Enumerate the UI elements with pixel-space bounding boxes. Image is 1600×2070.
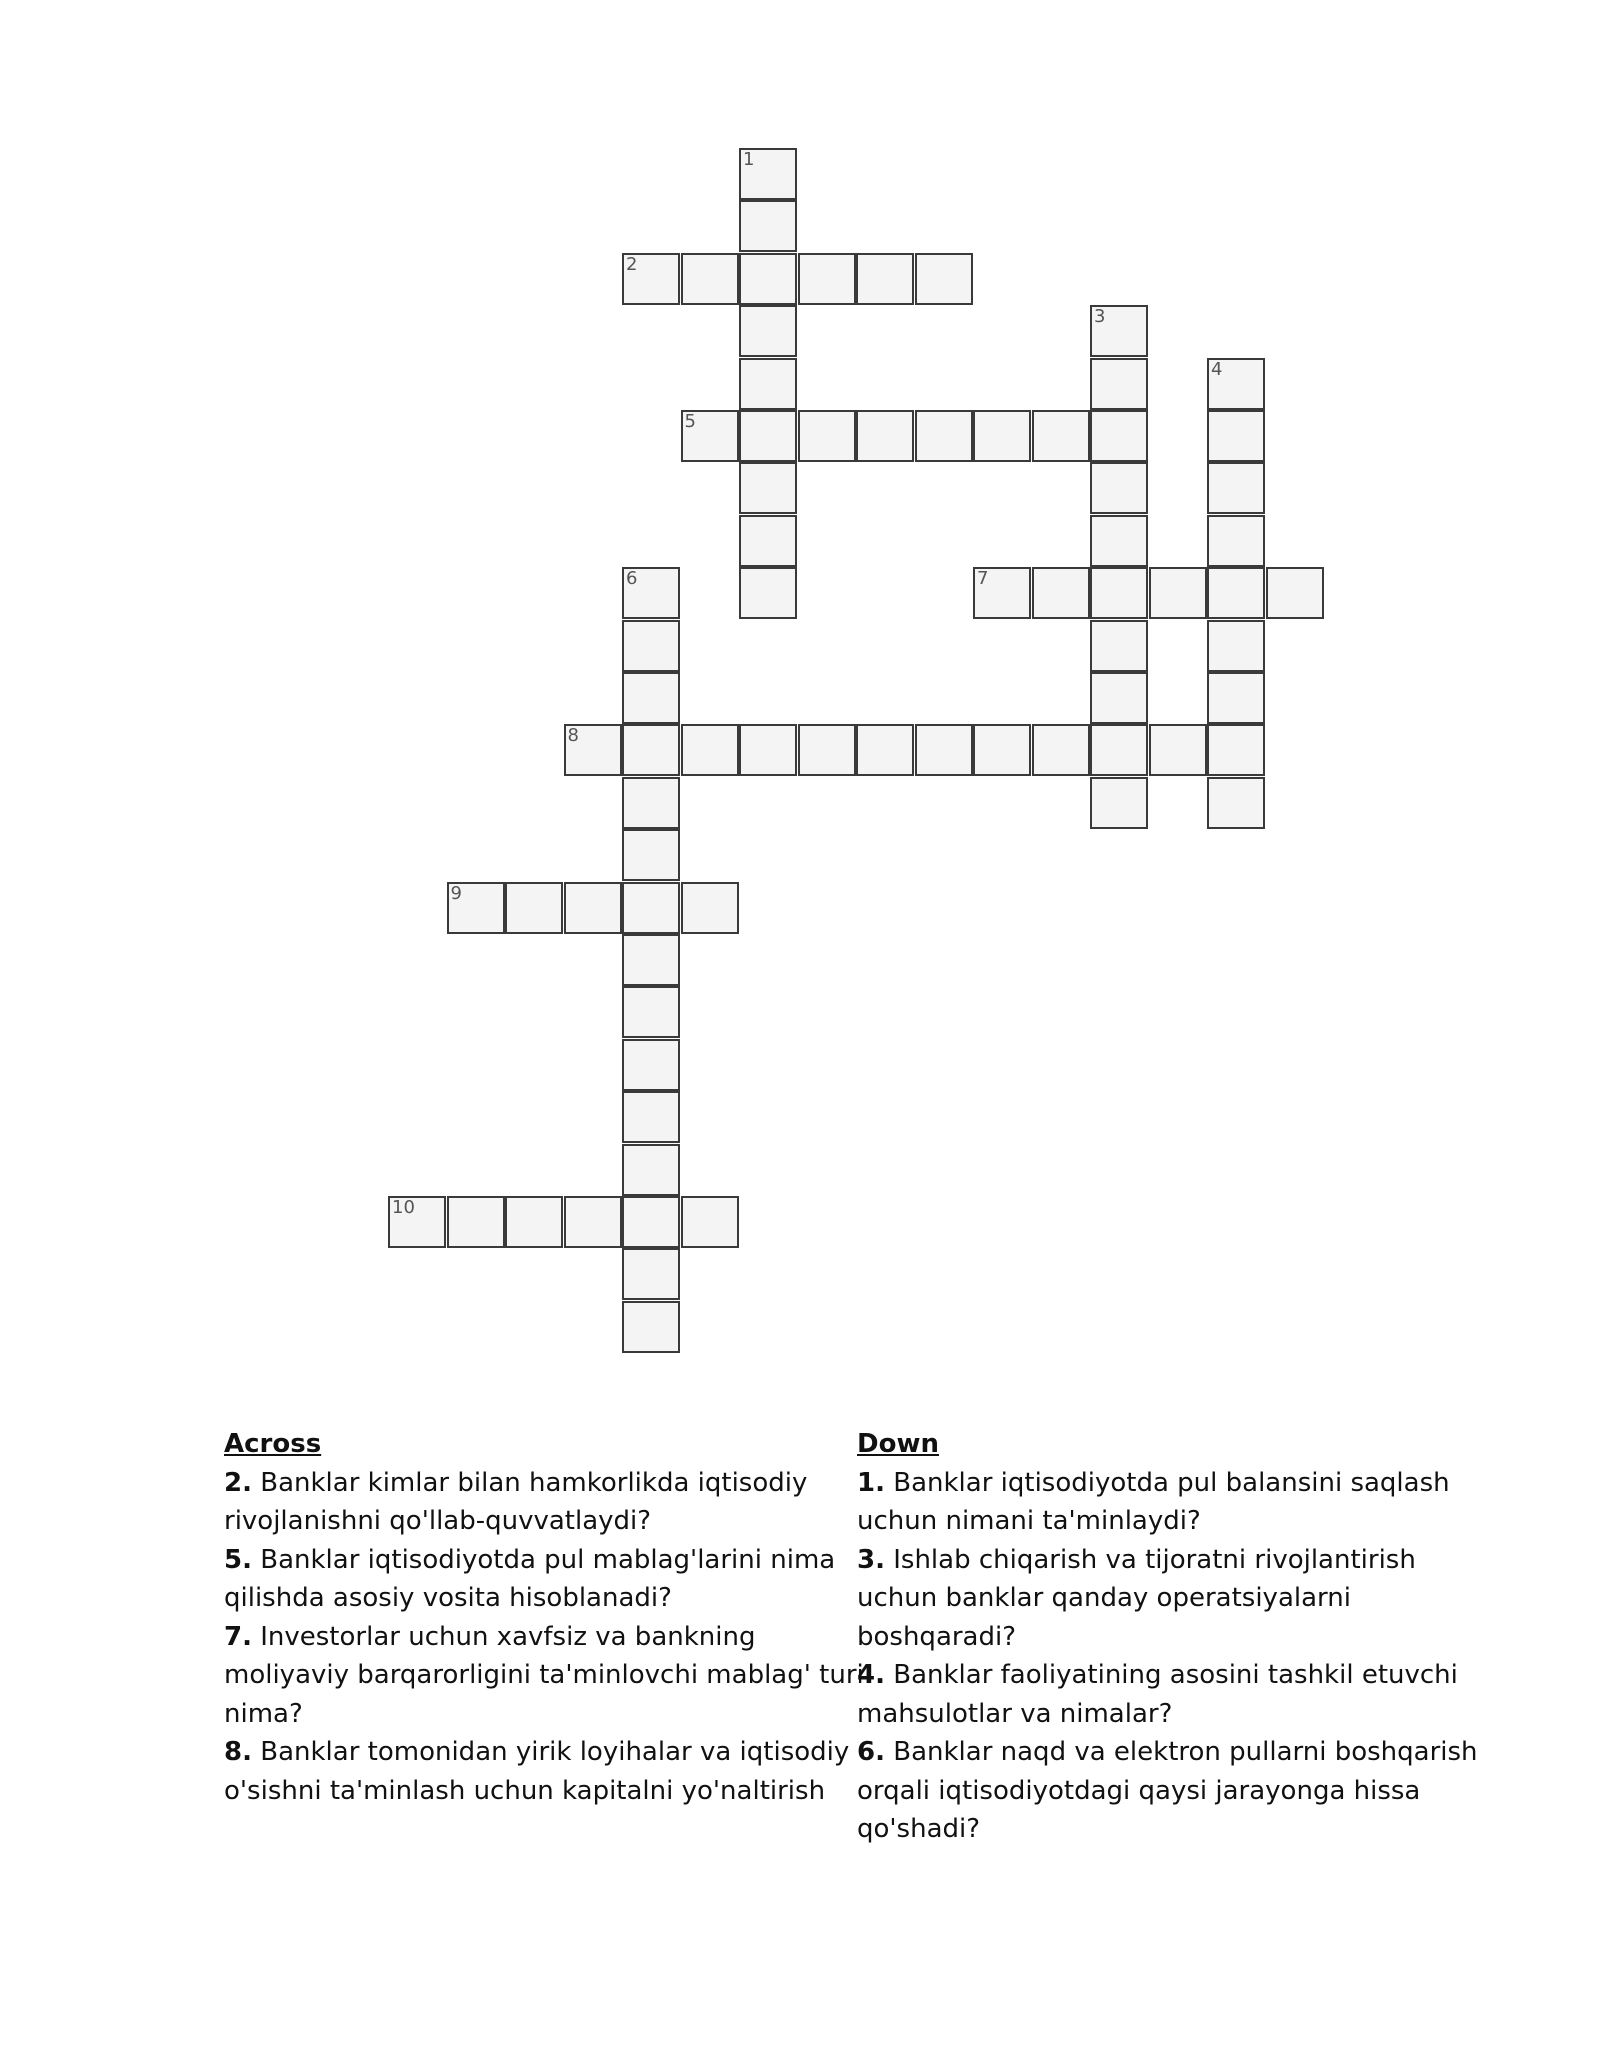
cell-number: 5 [684, 411, 696, 432]
clue-number: 7. [224, 1621, 252, 1652]
grid-cell[interactable] [1207, 358, 1265, 410]
grid-cell[interactable] [622, 620, 680, 672]
grid-cell[interactable] [1207, 515, 1265, 567]
clue-text: Banklar naqd va elektron pullarni boshqarish orqali iqtisodiyotdagi qaysi jarayonga hissa qo'shadi? [857, 1737, 1478, 1844]
down-clues [857, 1425, 1497, 1849]
grid-cell[interactable] [622, 1039, 680, 1091]
grid-cell[interactable] [1032, 724, 1090, 776]
grid-cell[interactable] [622, 1248, 680, 1300]
grid-cell[interactable] [739, 358, 797, 410]
grid-cell[interactable] [1090, 620, 1148, 672]
grid-cell[interactable] [1090, 410, 1148, 462]
down-heading: Down [857, 1429, 939, 1459]
grid-cell[interactable] [388, 1196, 446, 1248]
across-clues [224, 1425, 864, 1810]
grid-cell[interactable] [1207, 620, 1265, 672]
grid-cell[interactable] [622, 882, 680, 934]
grid-cell[interactable] [915, 410, 973, 462]
grid-cell[interactable] [681, 410, 739, 462]
grid-cell[interactable] [856, 410, 914, 462]
grid-cell[interactable] [447, 1196, 505, 1248]
clue-number: 3. [857, 1544, 885, 1575]
clue-down-6 [857, 1733, 1497, 1849]
grid-cell[interactable] [798, 253, 856, 305]
grid-cell[interactable] [564, 882, 622, 934]
grid-cell[interactable] [1207, 724, 1265, 776]
grid-cell[interactable] [856, 724, 914, 776]
cell-number: 9 [450, 882, 462, 904]
grid-cell[interactable] [798, 724, 856, 776]
clue-text: Banklar kimlar bilan hamkorlikda iqtisodiy rivojlanishni qo'llab-quvvatlaydi? [224, 1467, 808, 1536]
grid-cell[interactable] [1090, 515, 1148, 567]
grid-cell[interactable] [1090, 462, 1148, 514]
clue-down-3 [857, 1541, 1497, 1657]
grid-cell[interactable] [1266, 567, 1324, 619]
grid-cell[interactable] [739, 200, 797, 252]
clue-across-2 [224, 1464, 864, 1541]
across-heading: Across [224, 1429, 322, 1459]
grid-cell[interactable] [622, 1301, 680, 1353]
grid-cell[interactable] [915, 253, 973, 305]
grid-cell[interactable] [1149, 567, 1207, 619]
grid-cell[interactable] [739, 305, 797, 357]
grid-cell[interactable] [1090, 358, 1148, 410]
clue-number: 6. [857, 1737, 885, 1767]
clue-number: 4. [857, 1660, 885, 1690]
grid-cell[interactable] [622, 1144, 680, 1196]
cell-number: 3 [1094, 306, 1106, 328]
grid-cell[interactable] [1149, 724, 1207, 776]
grid-cell[interactable] [447, 882, 505, 934]
clue-number: 1. [857, 1467, 885, 1498]
clue-number: 8. [224, 1737, 252, 1767]
grid-cell[interactable] [915, 724, 973, 776]
grid-cell[interactable] [739, 462, 797, 514]
across-clue-list [224, 1464, 864, 1811]
grid-cell[interactable] [622, 1091, 680, 1143]
grid-cell[interactable] [739, 148, 797, 200]
clue-number: 5. [224, 1544, 252, 1575]
clue-across-8 [224, 1733, 864, 1810]
grid-cell[interactable] [622, 253, 680, 305]
grid-cell[interactable] [1207, 567, 1265, 619]
cell-number: 8 [567, 725, 579, 747]
grid-cell[interactable] [739, 410, 797, 462]
grid-cell[interactable] [739, 515, 797, 567]
grid-cell[interactable] [739, 724, 797, 776]
clue-down-4 [857, 1656, 1497, 1733]
grid-cell[interactable] [856, 253, 914, 305]
clue-text: Investorlar uchun xavfsiz va bankning moliyaviy barqarorligini ta'minlovchi mablag' turi nima? [224, 1621, 864, 1729]
clue-across-5 [224, 1541, 864, 1618]
grid-cell[interactable] [681, 882, 739, 934]
grid-cell[interactable] [622, 724, 680, 776]
grid-cell[interactable] [622, 567, 680, 619]
cell-number: 6 [626, 568, 638, 590]
grid-cell[interactable] [973, 567, 1031, 619]
grid-cell[interactable] [1207, 410, 1265, 462]
grid-cell[interactable] [505, 1196, 563, 1248]
grid-cell[interactable] [564, 1196, 622, 1248]
clue-text: Banklar tomonidan yirik loyihalar va iqtisodiy o'sishni ta'minlash uchun kapitalni yo'naltirish [224, 1737, 850, 1806]
clue-number: 2. [224, 1467, 252, 1498]
cell-number: 2 [626, 253, 638, 275]
grid-cell[interactable] [739, 253, 797, 305]
grid-cell[interactable] [973, 410, 1031, 462]
cell-number: 1 [743, 149, 755, 170]
grid-cell[interactable] [622, 986, 680, 1038]
grid-cell[interactable] [681, 1196, 739, 1248]
grid-cell[interactable] [1207, 462, 1265, 514]
grid-cell[interactable] [739, 567, 797, 619]
grid-cell[interactable] [798, 410, 856, 462]
grid-cell[interactable] [1207, 777, 1265, 829]
grid-cell[interactable] [681, 253, 739, 305]
grid-cell[interactable] [1207, 672, 1265, 724]
grid-cell[interactable] [1090, 567, 1148, 619]
grid-cell[interactable] [622, 777, 680, 829]
grid-cell[interactable] [1090, 777, 1148, 829]
clue-text: Banklar faoliyatining asosini tashkil etuvchi mahsulotlar va nimalar? [857, 1660, 1458, 1729]
grid-cell[interactable] [1032, 567, 1090, 619]
grid-cell[interactable] [1032, 410, 1090, 462]
grid-cell[interactable] [622, 672, 680, 724]
grid-cell[interactable] [622, 829, 680, 881]
clue-down-1 [857, 1464, 1497, 1541]
grid-cell[interactable] [1090, 724, 1148, 776]
cell-number: 10 [392, 1197, 415, 1218]
cell-number: 7 [977, 568, 989, 590]
clue-text: Ishlab chiqarish va tijoratni rivojlantirish uchun banklar qanday operatsiyalarni boshqaradi? [857, 1544, 1416, 1652]
grid-cell[interactable] [622, 934, 680, 986]
clue-text: Banklar iqtisodiyotda pul balansini saqlash uchun nimani ta'minlaydi? [857, 1467, 1450, 1536]
cell-number: 4 [1211, 358, 1223, 380]
down-clue-list [857, 1464, 1497, 1849]
grid-cell[interactable] [1090, 672, 1148, 724]
grid-cell[interactable] [505, 882, 563, 934]
clue-text: Banklar iqtisodiyotda pul mablag'larini nima qilishda asosiy vosita hisoblanadi? [224, 1544, 836, 1613]
grid-cell[interactable] [622, 1196, 680, 1248]
grid-cell[interactable] [681, 724, 739, 776]
grid-cell[interactable] [564, 724, 622, 776]
clue-across-7 [224, 1618, 864, 1734]
grid-cell[interactable] [973, 724, 1031, 776]
grid-cell[interactable] [1090, 305, 1148, 357]
